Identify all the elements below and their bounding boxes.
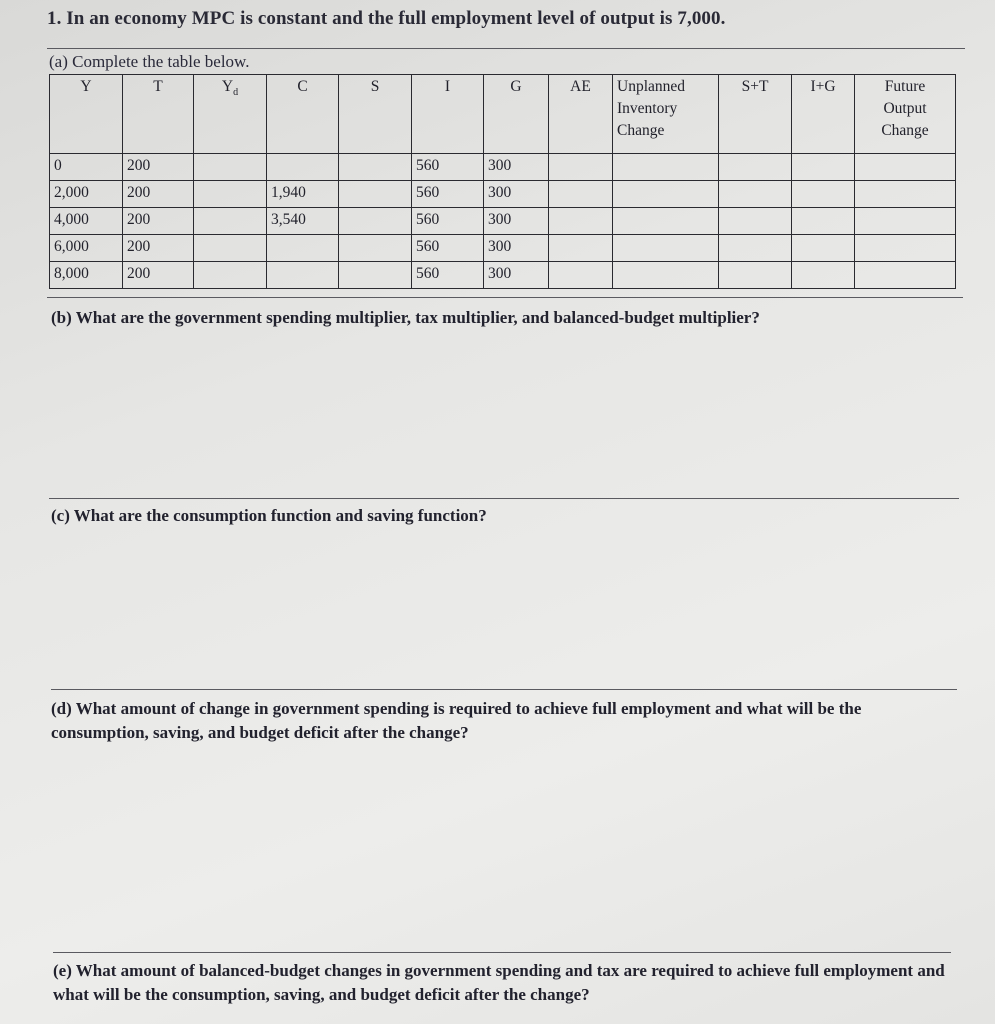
header-t: T xyxy=(123,75,194,154)
cell-i: 560 xyxy=(412,154,484,181)
cell-foc xyxy=(855,208,956,235)
cell-i: 560 xyxy=(412,208,484,235)
cell-ae xyxy=(549,235,613,262)
question-title: 1. In an economy MPC is constant and the full employment level of output is 7,000. xyxy=(47,8,726,29)
header-s: S xyxy=(339,75,412,154)
cell-st xyxy=(719,181,792,208)
cell-y: 2,000 xyxy=(50,181,123,208)
header-yd: $Y_d$ xyxy=(194,75,267,154)
question-c: (c) What are the consumption function and saving function? xyxy=(51,506,487,525)
cell-ig xyxy=(792,262,855,289)
cell-g: 300 xyxy=(484,181,549,208)
table-row xyxy=(50,262,956,289)
divider-e xyxy=(53,952,951,953)
cell-c: 3,540 xyxy=(267,208,339,235)
cell-y: 0 xyxy=(50,154,123,181)
part-a-label: (a) Complete the table below. xyxy=(49,52,250,71)
cell-yd xyxy=(194,235,267,262)
header-g: G xyxy=(484,75,549,154)
cell-g: 300 xyxy=(484,208,549,235)
cell-uic xyxy=(613,235,719,262)
header-row xyxy=(50,75,956,154)
cell-y: 8,000 xyxy=(50,262,123,289)
cell-s xyxy=(339,208,412,235)
economy-table xyxy=(49,74,956,289)
cell-s xyxy=(339,154,412,181)
cell-foc xyxy=(855,262,956,289)
cell-ig xyxy=(792,208,855,235)
table-row xyxy=(50,235,956,262)
cell-t: 200 xyxy=(123,235,194,262)
cell-st xyxy=(719,262,792,289)
cell-yd xyxy=(194,208,267,235)
cell-t: 200 xyxy=(123,208,194,235)
cell-st xyxy=(719,154,792,181)
cell-ae xyxy=(549,154,613,181)
cell-st xyxy=(719,235,792,262)
cell-c xyxy=(267,235,339,262)
cell-ae xyxy=(549,181,613,208)
cell-st xyxy=(719,208,792,235)
header-future-output-change: Future Output Change xyxy=(855,75,956,154)
cell-yd xyxy=(194,154,267,181)
table-row xyxy=(50,208,956,235)
cell-c xyxy=(267,154,339,181)
cell-i: 560 xyxy=(412,235,484,262)
cell-y: 4,000 xyxy=(50,208,123,235)
cell-ae xyxy=(549,208,613,235)
cell-uic xyxy=(613,208,719,235)
cell-foc xyxy=(855,154,956,181)
cell-yd xyxy=(194,262,267,289)
cell-i: 560 xyxy=(412,262,484,289)
table-row xyxy=(50,181,956,208)
table-row xyxy=(50,154,956,181)
question-b: (b) What are the government spending multiplier, tax multiplier, and balanced-budget multiplier? xyxy=(51,308,760,327)
divider-d xyxy=(51,689,957,690)
cell-g: 300 xyxy=(484,235,549,262)
divider-a xyxy=(47,48,965,49)
divider-c xyxy=(49,498,959,499)
cell-foc xyxy=(855,181,956,208)
cell-g: 300 xyxy=(484,262,549,289)
cell-g: 300 xyxy=(484,154,549,181)
cell-s xyxy=(339,262,412,289)
cell-yd xyxy=(194,181,267,208)
divider-b xyxy=(47,297,963,298)
question-d: (d) What amount of change in government spending is required to achieve full employment and what will be the consumption, saving, and budget deficit after the change? xyxy=(51,699,862,742)
question-e: (e) What amount of balanced-budget changes in government spending and tax are required to achieve full employment and what will be the consumption, saving, and budget deficit after the change? xyxy=(53,961,945,1004)
cell-ae xyxy=(549,262,613,289)
cell-t: 200 xyxy=(123,181,194,208)
cell-y: 6,000 xyxy=(50,235,123,262)
header-ae: AE xyxy=(549,75,613,154)
cell-uic xyxy=(613,181,719,208)
cell-ig xyxy=(792,181,855,208)
header-c: C xyxy=(267,75,339,154)
cell-ig xyxy=(792,235,855,262)
cell-t: 200 xyxy=(123,262,194,289)
cell-c: 1,940 xyxy=(267,181,339,208)
cell-foc xyxy=(855,235,956,262)
header-s-plus-t: S+T xyxy=(719,75,792,154)
cell-t: 200 xyxy=(123,154,194,181)
header-i-plus-g: I+G xyxy=(792,75,855,154)
cell-s xyxy=(339,235,412,262)
cell-c xyxy=(267,262,339,289)
cell-s xyxy=(339,181,412,208)
header-i: I xyxy=(412,75,484,154)
cell-uic xyxy=(613,154,719,181)
cell-uic xyxy=(613,262,719,289)
cell-i: 560 xyxy=(412,181,484,208)
cell-ig xyxy=(792,154,855,181)
header-y: Y xyxy=(50,75,123,154)
header-unplanned-inventory-change: Unplanned Inventory Change xyxy=(613,75,719,154)
